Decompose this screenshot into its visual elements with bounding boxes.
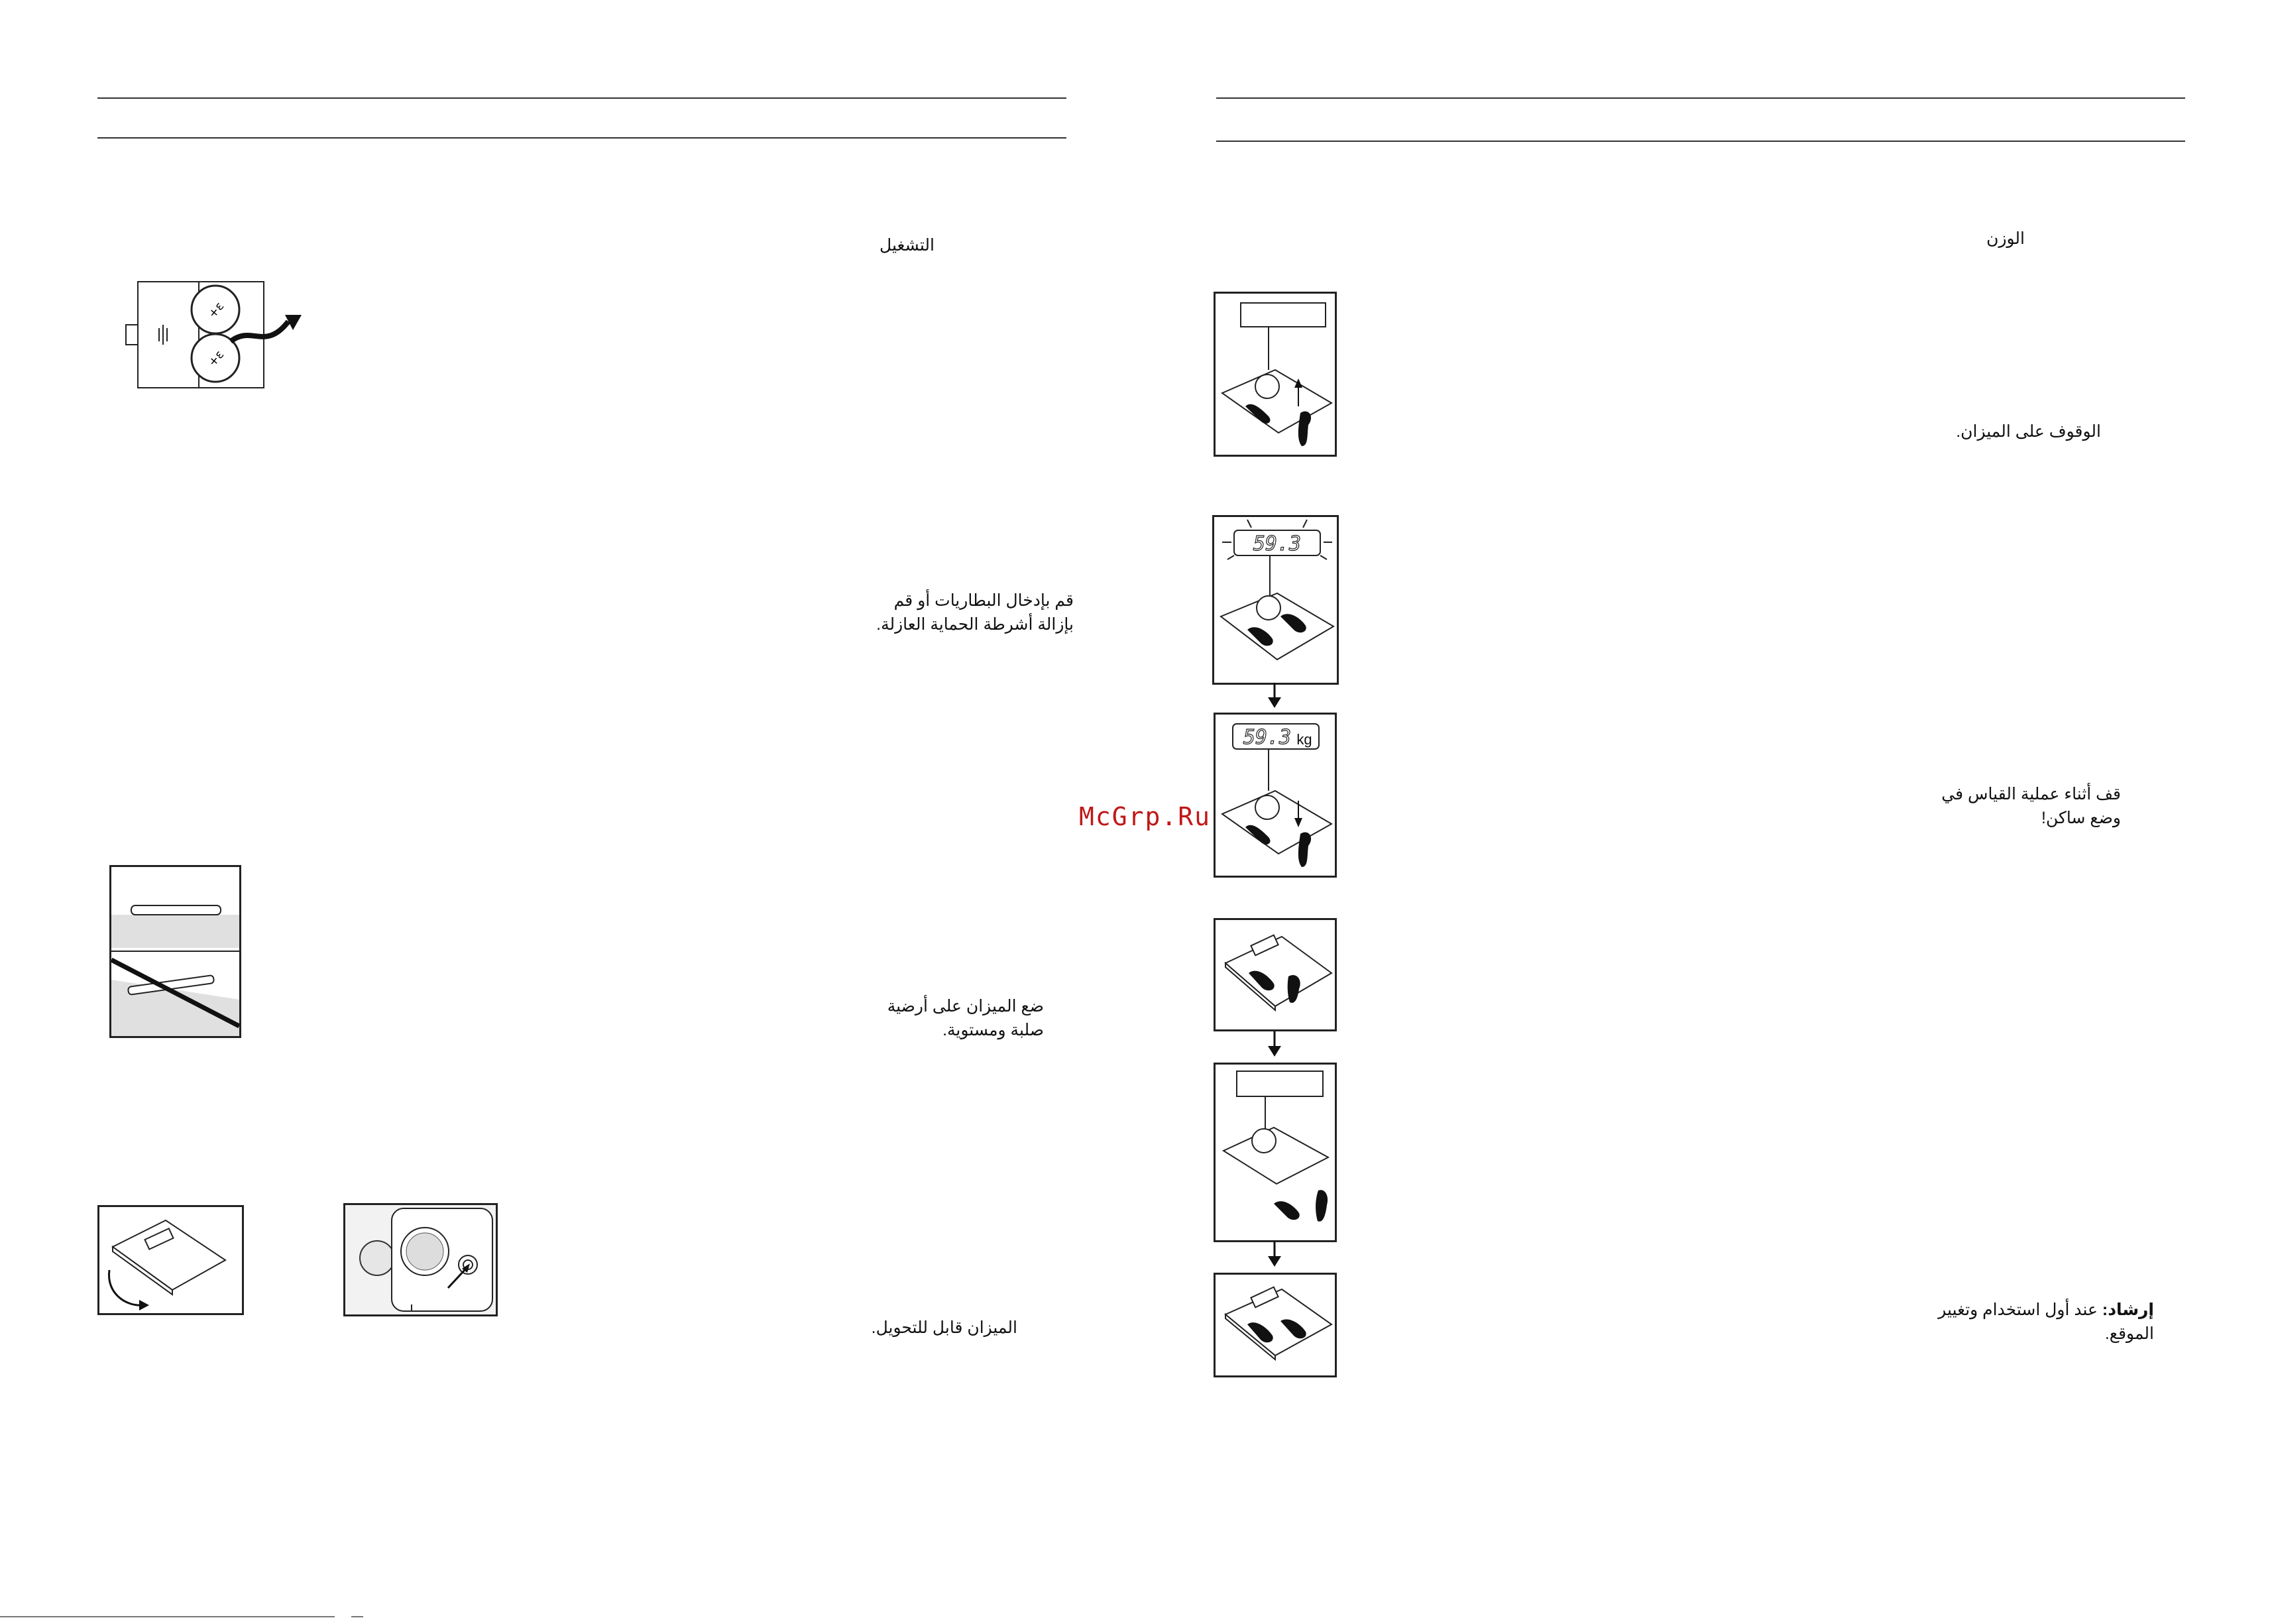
scale-final-reading-illustration	[1214, 713, 1337, 878]
tip-label: إرشاد:	[2102, 1301, 2154, 1319]
step-stand-text: الوقوف على الميزان.	[1956, 422, 2101, 441]
left-top-rule	[97, 97, 1066, 99]
step-convert-text: الميزان قابل للتحويل.	[871, 1318, 1017, 1337]
down-arrow-icon	[1265, 683, 1284, 709]
floor-illustration	[109, 865, 241, 1038]
final-display-value: 59.3	[1243, 726, 1292, 749]
right-heading: الوزن	[1986, 229, 2025, 248]
right-top-rule	[1216, 97, 2185, 99]
scale-feet-illustration	[1214, 918, 1337, 1031]
step-floor-text: ضع الميزان على أرضية صلبة ومستوية.	[887, 997, 1044, 1039]
down-arrow-icon	[1265, 1031, 1284, 1058]
right-second-rule	[1216, 141, 2185, 142]
tilt-scale-illustration	[97, 1205, 244, 1315]
watermark: McGrp.Ru	[1079, 802, 1212, 831]
step-still-text: قف أثناء عملية القياس في وضع ساكن!	[1941, 785, 2121, 827]
battery-illustration	[119, 278, 318, 391]
scale-step-on-illustration	[1214, 292, 1337, 457]
tip-body: عند أول استخدام وتغيير الموقع.	[1938, 1301, 2154, 1343]
flash-display-value: 59.3	[1253, 532, 1302, 555]
footer-rule-short	[351, 1616, 363, 1617]
left-second-rule	[97, 137, 1066, 139]
scale-step-off-illustration	[1214, 1063, 1337, 1242]
down-arrow-icon	[1265, 1242, 1284, 1268]
tip-text	[1922, 1298, 2154, 1346]
final-display-unit: kg	[1296, 731, 1312, 748]
svg-text:+ε: +ε	[205, 347, 227, 370]
scale-final-feet-illustration	[1214, 1273, 1337, 1377]
conversion-button-illustration	[343, 1203, 498, 1316]
scale-flashing-display-illustration	[1212, 515, 1339, 685]
footer-rule	[0, 1616, 335, 1617]
left-heading: التشغيل	[880, 236, 935, 255]
svg-text:+ε: +ε	[205, 299, 227, 321]
step-batteries-text: قم بإدخال البطاريات أو قم بإزالة أشرطة الحماية العازلة.	[876, 591, 1074, 634]
